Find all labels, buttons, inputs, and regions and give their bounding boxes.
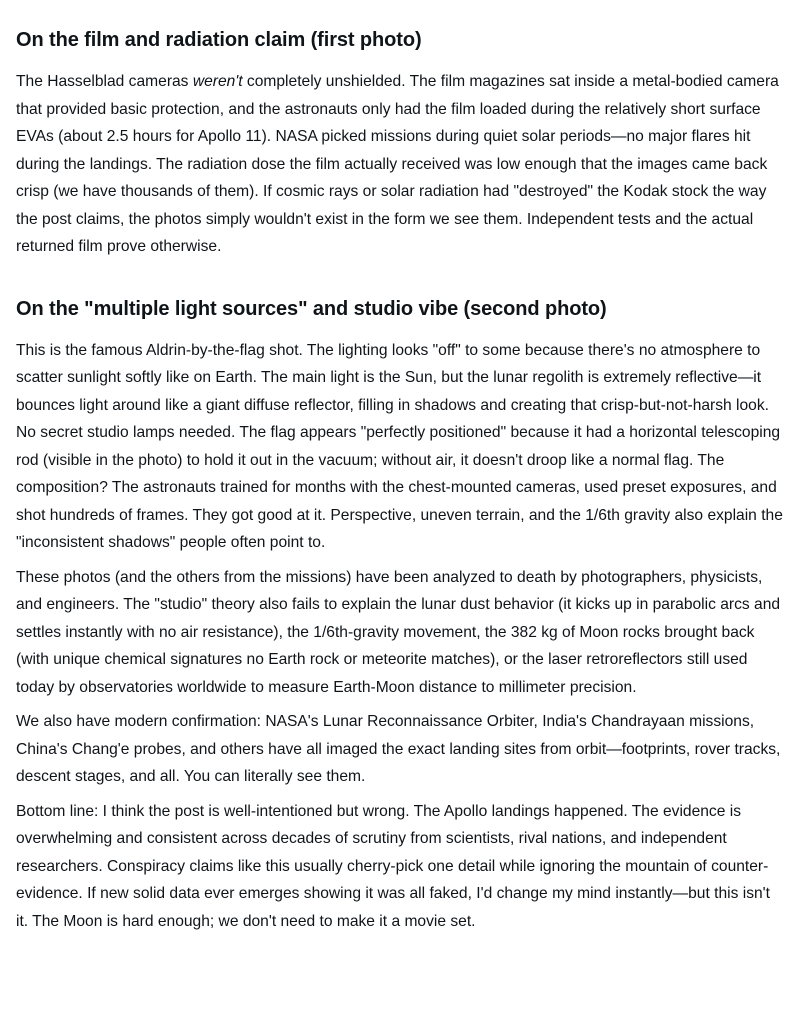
paragraph-text: completely unshielded. The film magazines sat inside a metal-bodied camera that provided basic protection, and the astronauts only had the film loaded during the relatively short surface EVAs (about 2.5 hours for Apollo 11). NASA picked missions during quiet solar periods—no major flares hit during the landings. The radiation dose the film actually received was low enough that the images came back crisp (we have thousands of them). If cosmic rays or solar radiation had "destroyed" the Kodak stock the way the post claims, the photos simply wouldn't exist in the form we see them. Independent tests and the actual returned film prove otherwise. <box>16 73 779 255</box>
section-heading: On the "multiple light sources" and studio vibe (second photo) <box>16 297 607 320</box>
paragraph: We also have modern confirmation: NASA's Lunar Reconnaissance Orbiter, India's Chandrayaan missions, China's Chang'e probes, and others have all imaged the exact landing sites from orbit—footprints, rover tracks, descent stages, and all. You can literally see them. <box>16 713 781 785</box>
section-heading: On the film and radiation claim (first photo) <box>16 29 422 51</box>
paragraph <box>16 68 784 261</box>
emphasis-text: weren't <box>192 73 243 90</box>
paragraph-text: The Hasselblad cameras <box>16 73 193 90</box>
section-film-radiation <box>16 26 784 261</box>
paragraph: This is the famous Aldrin-by-the-flag shot. The lighting looks "off" to some because there's no atmosphere to scatter sunlight softly like on Earth. The main light is the Sun, but the lunar regolith is extremely reflective—it bounces light around like a giant diffuse reflector, filling in shadows and creating that crisp-but-not-harsh look. No secret studio lamps needed. The flag appears "perfectly positioned" because it had a horizontal telescoping rod (visible in the photo) to hold it out in the vacuum; without air, it doesn't droop like a normal flag. The composition? The astronauts trained for months with the chest-mounted cameras, used preset exposures, and shot hundreds of frames. They got good at it. Perspective, uneven terrain, and the 1/6th gravity also explain the "inconsistent shadows" people often point to. <box>16 341 783 551</box>
paragraph: Bottom line: I think the post is well-intentioned but wrong. The Apollo landings happened. The evidence is overwhelming and consistent across decades of scrutiny from scientists, rival nations, and independent researchers. Conspiracy claims like this usually cherry-pick one detail while ignoring the mountain of counter-evidence. If new solid data ever emerges showing it was all faked, I'd change my mind instantly—but this isn't it. The Moon is hard enough; we don't need to make it a movie set. <box>16 802 770 930</box>
section-light-sources <box>16 295 784 936</box>
paragraph: These photos (and the others from the missions) have been analyzed to death by photographers, physicists, and engineers. The "studio" theory also fails to explain the lunar dust behavior (it kicks up in parabolic arcs and settles instantly with no air resistance), the 1/6th-gravity movement, the 382 kg of Moon rocks brought back (with unique chemical signatures no Earth rock or meteorite matches), or the laser retroreflectors still used today by observatories worldwide to measure Earth-Moon distance to millimeter precision. <box>16 568 781 696</box>
